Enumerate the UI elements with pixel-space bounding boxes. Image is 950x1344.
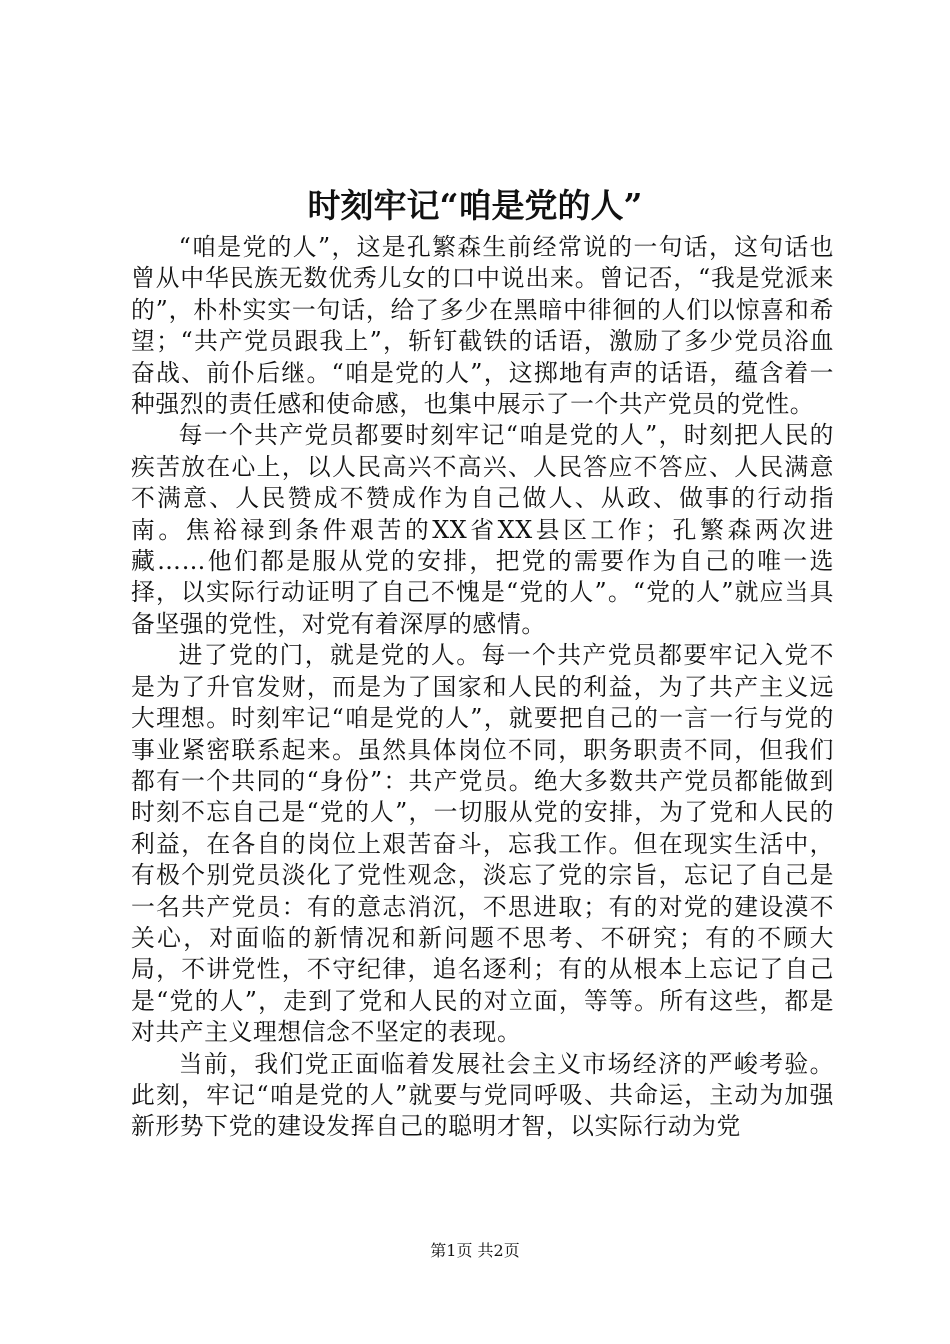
paragraph-1: “咱是党的人”，这是孔繁森生前经常说的一句话，这句话也曾从中华民族无数优秀儿女的口中说出来。曾记否，“我是党派来的”，朴朴实实一句话，给了多少在黑暗中徘徊的人们以惊喜和希望；“共产党员跟我上”，斩钉截铁的话语，激励了多少党员浴血奋战、前仆后继。“咱是党的人”，这掷地有声的话语，蕴含着一种强烈的责任感和使命感，也集中展示了一个共产党员的党性。 — [131, 233, 834, 419]
page-number-footer: 第1页 共2页 — [430, 1241, 520, 1260]
document-body — [131, 232, 834, 1143]
paragraph-3: 进了党的门，就是党的人。每一个共产党员都要牢记入党不是为了升官发财，而是为了国家和人民的利益，为了共产主义远大理想。时刻牢记“咱是党的人”，就要把自己的一言一行与党的事业紧密联系起来。虽然具体岗位不同，职务职责不同，但我们都有一个共同的“身份”：共产党员。绝大多数共产党员都能做到时刻不忘自己是“党的人”，一切服从党的安排，为了党和人民的利益，在各自的岗位上艰苦奋斗，忘我工作。但在现实生活中，有极个别党员淡化了党性观念，淡忘了党的宗旨，忘记了自己是一名共产党员：有的意志消沉，不思进取；有的对党的建设漠不关心，对面临的新情况和新问题不思考、不研究；有的不顾大局，不讲党性，不守纪律，追名逐利；有的从根本上忘记了自己是“党的人”，走到了党和人民的对立面，等等。所有这些，都是对共产主义理想信念不坚定的表现。 — [131, 641, 834, 1047]
document-title: 时刻牢记“咱是党的人” — [307, 186, 643, 225]
paragraph-2: 每一个共产党员都要时刻牢记“咱是党的人”，时刻把人民的疾苦放在心上，以人民高兴不高兴、人民答应不答应、人民满意不满意、人民赞成不赞成作为自己做人、从政、做事的行动指南。焦裕禄到条件艰苦的XX省XX县区工作；孔繁森两次进藏……他们都是服从党的安排，把党的需要作为自己的唯一选择，以实际行动证明了自己不愧是“党的人”。“党的人”就应当具备坚强的党性，对党有着深厚的感情。 — [131, 421, 834, 638]
paragraph-4: 当前，我们党正面临着发展社会主义市场经济的严峻考验。此刻，牢记“咱是党的人”就要与党同呼吸、共命运，主动为加强新形势下党的建设发挥自己的聪明才智，以实际行动为党 — [131, 1049, 834, 1141]
